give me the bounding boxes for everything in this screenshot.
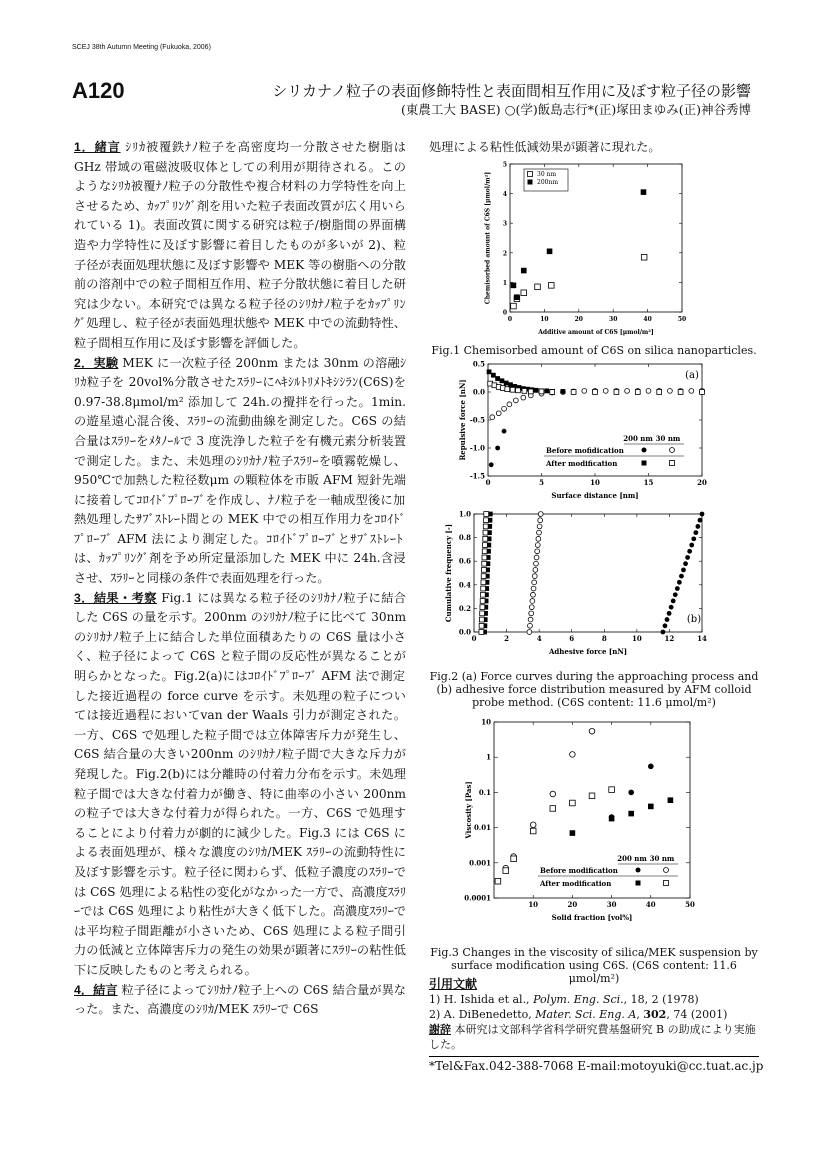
fig3-point (530, 828, 536, 834)
fig2b-point (480, 605, 485, 610)
fig2b-point (681, 567, 686, 572)
fig1-point (511, 283, 517, 289)
y-tick-label: 0.4 (458, 580, 471, 590)
fig3-point (668, 797, 674, 803)
conclusion-text: 粒子径によってｼﾘｶﾅﾉ粒子上への C6S 結合量が異なった。また、高濃度のｼﾘｶ/MEK ｽﾗﾘｰで C6S (74, 982, 406, 1017)
ref2-journal: Mater. Sci. Eng. A (535, 1008, 637, 1021)
fig2a-point (544, 388, 549, 393)
x-tick-label: 0 (471, 634, 477, 643)
fig2b-point (484, 512, 489, 517)
fig2a-point (495, 376, 500, 381)
fig2a-point (678, 390, 683, 395)
fig2a-point (516, 388, 521, 393)
fig2a-point (500, 378, 505, 383)
fig2b-point (534, 561, 539, 566)
ref1-authors: 1) H. Ishida et al., (429, 993, 534, 1006)
results-text: Fig.1 には異なる粒子径のｼﾘｶﾅﾉ粒子に結合した C6S の量を示す。200nm のｼﾘｶﾅﾉ粒子に比べて 30nm のｼﾘｶﾅﾉ粒子上に結合した単位面積あたりの C6S 量は小さく、粒子径によって C6S と粒子間の反応性が異なることが明らかとなった。Fig.2(a)にはｺﾛｲﾄﾞﾌﾟﾛｰﾌﾞ AFM 法で測定した接近過程の force curve を示す。未処理の粒子については接近過程においてvan der Waals 引力が測定された。一方、C6S で処理した粒子間では立体障害斥力が発生し、C6S 結合量の大きい200nm のｼﾘｶﾅﾉ粒子間で大きな斥力が発現した。Fig.2(b)には分離時の付着力分布を示す。未処理粒子間では大きな付着力が働き、特に曲率の小さい 200nm の粒子では大きな付着力が得られた。一方、C6S で処理することにより付着力が劇的に減少した。Fig.3 には C6S による表面処理が、様々な濃度のｼﾘｶ/MEK ｽﾗﾘｰの流動特性に及ぼす影響を示す。粒子径に関わらず、低粒子濃度のｽﾗﾘｰでは C6S 処理による粘性の変化がなかった一方で、高濃度ｽﾗﾘｰでは C6S 処理により粘性が大きく低下した。高濃度ｽﾗﾘｰでは平均粒子間距離が小さいため、C6S 処理による粒子間引力の低減と立体障害斥力の発生の効果が顕著にｽﾗﾘｰの粘性低下に反映したものと考えられる。 (74, 590, 406, 977)
fig2b-point (528, 623, 533, 628)
y-tick-label: 0.0 (458, 627, 471, 637)
x-axis-label: Surface distance [nm] (551, 491, 639, 500)
fig2a-point (700, 390, 705, 395)
fig2a-panel-label: (a) (685, 370, 699, 381)
x-tick-label: 40 (645, 900, 656, 909)
fig2b-point (671, 599, 676, 604)
ack-text: 本研究は文部科学省科学研究費基盤研究 B の助成により実施した。 (429, 1023, 756, 1051)
fig2a-point (522, 388, 527, 393)
fig3-legend-row: Before modification (540, 866, 618, 875)
fig2b-point (483, 530, 488, 535)
fig3-point (609, 816, 615, 822)
fig2b-point (538, 518, 543, 523)
x-tick-label: 0 (485, 478, 491, 487)
fig2b-point (482, 567, 487, 572)
fig2b-point (535, 543, 540, 548)
y-tick-label: 0.5 (472, 359, 485, 369)
fig2b-point (689, 543, 694, 548)
experimental-heading: 2．実験 (74, 355, 119, 370)
fig2a-point (646, 388, 651, 393)
fig2a-point (635, 390, 640, 395)
reference-1 (429, 992, 759, 1007)
fig2a-point (502, 406, 507, 411)
y-axis-label: Viscosity [Pas] (464, 781, 474, 839)
fig2a-legend-col: 200 nm (623, 434, 653, 443)
fig2b-point (482, 561, 487, 566)
y-tick-label: 1 (502, 279, 507, 287)
fig2b-point (532, 580, 537, 585)
contact-info: *Tel&Fax.042-388-7068 E-mail:motoyuki@cc.tuat.ac.jp (429, 1059, 764, 1073)
fig2b-point (535, 549, 540, 554)
y-tick-label: 0.2 (458, 603, 471, 613)
fig2b-point (481, 580, 486, 585)
fig2-caption: Fig.2 (a) Force curves during the approaching process and (b) adhesive force distribution measured by AFM colloid probe method. (C6S content: 11.6 μmol/m²) (429, 670, 759, 709)
y-tick-label: -0.5 (469, 415, 485, 425)
paper-id: A120 (72, 78, 125, 103)
fig2b-point (677, 580, 682, 585)
results-heading: 3．結果・考察 (74, 590, 157, 605)
fig1-point (641, 189, 647, 195)
x-tick-label: 30 (606, 900, 617, 909)
fig2a-point (487, 369, 492, 374)
fig2b-point (537, 524, 542, 529)
fig2a-point (689, 388, 694, 393)
fig2a-point (528, 389, 533, 394)
fig2a-point (505, 387, 510, 392)
fig2b-point (537, 530, 542, 535)
fig1-point (521, 268, 527, 274)
fig2a-point (504, 381, 509, 386)
fig2a-point (508, 382, 513, 387)
x-tick-label: 5 (539, 478, 544, 487)
ref2-details: , 74 (2001) (666, 1008, 728, 1021)
conference-label: SCEJ 38th Autumn Meeting (Fukuoka, 2006) (72, 44, 211, 51)
fig2b-point (483, 543, 488, 548)
fig2b-point (667, 611, 672, 616)
fig2a-point (614, 390, 619, 395)
x-tick-label: 50 (685, 900, 695, 909)
y-tick-label: 0.01 (473, 823, 491, 833)
fig2a-point (571, 390, 576, 395)
y-axis-label: Repulsive force [nN] (458, 379, 468, 461)
fig2b-point (482, 555, 487, 560)
acknowledgement (429, 1022, 759, 1052)
contact-divider (429, 1056, 759, 1057)
fig2b-point (479, 617, 484, 622)
x-axis-label: Additive amount of C6S [μmol/m²] (538, 329, 654, 336)
references-heading: 引用文献 (429, 977, 478, 991)
y-tick-label: 0.0 (472, 387, 485, 397)
fig2a-chart (436, 358, 716, 508)
y-axis-label: Cumulative frequency [-] (444, 523, 454, 623)
fig2b-point (538, 512, 543, 517)
fig3-point (530, 822, 536, 828)
fig3-legend-row: After modification (540, 879, 612, 888)
fig3-point (628, 811, 634, 817)
fig2a-point (625, 388, 630, 393)
fig3-point (589, 793, 595, 799)
fig3-point (648, 804, 654, 810)
x-tick-label: 20 (567, 900, 578, 909)
fig2b-point (531, 592, 536, 597)
fig2a-point (489, 462, 494, 467)
x-tick-label: 20 (574, 316, 583, 323)
fig2b-point (673, 592, 678, 597)
fig2a-legend-marker (670, 448, 675, 453)
fig2b-point (532, 574, 537, 579)
y-tick-label: 0.1 (478, 787, 491, 797)
fig2a-point (550, 390, 555, 395)
fig3-point (550, 791, 556, 797)
y-tick-label: 10 (481, 717, 491, 727)
fig3-chart (436, 716, 716, 940)
fig2b-point (695, 524, 700, 529)
fig1-legend-marker (528, 172, 533, 177)
y-tick-label: 4 (502, 191, 507, 199)
x-tick-label: 8 (601, 634, 607, 643)
fig2a-point (502, 429, 507, 434)
fig3-point (495, 878, 501, 884)
fig2a-point (657, 390, 662, 395)
fig2a-point (603, 388, 608, 393)
fig3-point (609, 787, 615, 793)
fig2b-point (698, 518, 703, 523)
fig1-point (511, 303, 517, 309)
fig3-point (570, 800, 576, 806)
fig2a-point (593, 390, 598, 395)
intro-heading: 1．緒言 (74, 140, 121, 154)
experimental-text: MEK に一次粒子径 200nm または 30nm の溶融ｼﾘｶ粒子を 20vol%分散させたｽﾗﾘｰにﾍｷｼﾙﾄﾘﾒﾄｷｼｼﾗﾝ(C6S)を 0.97-38.8μmol/m² 添加して 24h.の攪拌を行った。1min.の遊星遠心混合後、ｽﾗﾘｰの流動曲線を測定した。C6S の結合量はｽﾗﾘｰをﾒﾀﾉｰﾙで 3 度洗浄した粒子を有機元素分析装置で測定した。また、未処理のｼﾘｶﾅﾉ粒子ｽﾗﾘｰを噴霧乾燥し、950℃で加熱した粒径数μm の顆粒体を市販 AFM 短針先端に接着してｺﾛｲﾄﾞﾌﾟﾛｰﾌﾞを作成し、ﾅﾉ粒子を一軸成型後に加熱処理したｻﾌﾞｽﾄﾚｰﾄ間との MEK 中での相互作用力をｺﾛｲﾄﾞﾌﾟﾛｰﾌﾞ AFM 法により測定した。ｺﾛｲﾄﾞﾌﾟﾛｰﾌﾞとｻﾌﾞｽﾄﾚｰﾄは、ｶｯﾌﾟﾘﾝｸﾞ剤を予め所定量添加した MEK 中に 24h.含浸させ、ｽﾗﾘｰと同様の条件で表面処理を行った。 (74, 355, 406, 586)
fig2a-legend-marker (670, 461, 675, 466)
fig2b-point (528, 617, 533, 622)
y-tick-label: 0.6 (458, 556, 471, 566)
conclusion-continued: 処理による粘性低減効果が顕著に現れた。 (429, 140, 661, 154)
x-tick-label: 30 (609, 316, 618, 323)
fig3-point (550, 806, 556, 812)
fig2b-point (483, 536, 488, 541)
fig2b-point (536, 536, 541, 541)
reference-2: 2) A. DiBenedetto, Mater. Sci. Eng. A, 302, 74 (2001) (429, 1008, 728, 1021)
intro-paragraph (74, 138, 406, 354)
fig2b-panel-label: (b) (686, 614, 702, 625)
fig1-point (521, 290, 527, 296)
fig2b-point (700, 512, 705, 517)
x-tick-label: 10 (528, 900, 539, 909)
y-tick-label: 5 (502, 161, 507, 169)
conclusion-paragraph (74, 981, 406, 1020)
x-tick-label: 15 (643, 478, 654, 487)
fig2b-point (533, 567, 538, 572)
fig2b-point (691, 536, 696, 541)
fig1-point (514, 294, 520, 300)
fig2b-point (483, 524, 488, 529)
fig2b-point (481, 574, 486, 579)
fig2a-point (534, 388, 539, 393)
fig2b-point (687, 549, 692, 554)
x-tick-label: 20 (697, 478, 707, 487)
fig2a-legend-row: After modification (546, 459, 618, 468)
fig2b-point (484, 518, 489, 523)
fig2b-point (531, 586, 536, 591)
x-axis-label: Solid fraction [vol%] (551, 913, 633, 922)
ref2-volume: 302 (643, 1008, 667, 1021)
x-tick-label: 4 (536, 634, 542, 643)
fig2b-point (669, 605, 674, 610)
fig2a-point (491, 373, 496, 378)
fig3-legend-col: 30 nm (649, 854, 675, 863)
y-tick-label: -1.0 (469, 443, 485, 453)
fig2b-point (529, 605, 534, 610)
fig2a-point (496, 411, 501, 416)
fig3-legend-marker (664, 881, 669, 886)
fig2b-point (661, 630, 666, 635)
fig2a-point (495, 446, 500, 451)
fig2b-point (530, 599, 535, 604)
fig1-caption: Fig.1 Chemisorbed amount of C6S on silica nanoparticles. (431, 344, 757, 357)
paper-authors: (東農工大 BASE) ○(学)飯島志行*(正)塚田まゆみ(正)神谷秀博 (400, 102, 751, 117)
fig1-legend-label: 30 nm (537, 171, 557, 178)
fig2b-point (480, 611, 485, 616)
fig2b-point (663, 623, 668, 628)
fig3-legend-marker (664, 868, 669, 873)
results-paragraph (74, 589, 406, 981)
left-column (74, 138, 406, 1020)
y-tick-label: 1.0 (458, 509, 471, 519)
fig2b-point (675, 586, 680, 591)
fig2a-point (521, 395, 526, 400)
fig3-caption: Fig.3 Changes in the viscosity of silica/MEK suspension by surface modification using C6S. (C6S content: 11.6 μmol/m²) (430, 946, 758, 985)
fig2a-point (668, 388, 673, 393)
fig2b-point (480, 599, 485, 604)
fig3-point (628, 790, 634, 796)
fig3-point (511, 856, 517, 862)
fig2b-point (482, 549, 487, 554)
ref1-journal: Polym. Eng. Sci. (533, 993, 624, 1006)
references-block (429, 977, 759, 1052)
y-tick-label: -1.5 (469, 471, 485, 481)
fig3-point (503, 868, 509, 874)
fig2a-point (507, 402, 512, 407)
fig1-legend-marker (528, 180, 533, 185)
fig2b-point (479, 630, 484, 635)
fig1-point (548, 283, 554, 289)
fig1-chart (436, 158, 696, 346)
fig2b-point (679, 574, 684, 579)
fig3-point (589, 728, 595, 734)
x-tick-label: 14 (697, 634, 707, 643)
ref2-authors: 2) A. DiBenedetto, (429, 1008, 536, 1021)
fig2a-point (539, 389, 544, 394)
fig2b-point (665, 617, 670, 622)
fig3-legend-marker (636, 868, 641, 873)
x-tick-label: 10 (590, 478, 600, 487)
fig2b-chart (426, 508, 716, 670)
y-axis-label: Chemisorbed amount of C6S [μmol/m²] (484, 171, 492, 305)
y-tick-label: 3 (502, 220, 507, 228)
fig2a-point (510, 387, 515, 392)
fig1-legend-label: 200nm (537, 179, 559, 186)
fig2b-point (685, 555, 690, 560)
fig2b-point (529, 611, 534, 616)
fig1-point (547, 249, 553, 255)
x-tick-label: 10 (631, 634, 642, 643)
fig2b-point (527, 630, 532, 635)
fig3-legend-col: 200 nm (617, 854, 647, 863)
x-tick-label: 6 (569, 634, 575, 643)
ref1-details: , 18, 2 (1978) (623, 993, 699, 1006)
x-tick-label: 10 (540, 316, 549, 323)
fig2b-point (534, 555, 539, 560)
fig2a-point (561, 389, 566, 394)
x-axis-label: Adhesive force [nN] (548, 647, 628, 656)
x-tick-label: 0 (507, 316, 513, 323)
y-tick-label: 0.0001 (464, 893, 491, 903)
fig1-point (641, 254, 647, 260)
fig2a-legend-marker (642, 461, 647, 466)
fig2a-legend-row: Before mofidication (546, 446, 624, 455)
fig2b-point (683, 561, 688, 566)
conclusion-heading: 4．結言 (74, 982, 118, 997)
x-tick-label: 2 (504, 634, 510, 643)
x-tick-label: 40 (643, 316, 652, 323)
fig2b-point (479, 623, 484, 628)
x-tick-label: 12 (664, 634, 675, 643)
fig1-point (535, 284, 541, 290)
intro-text: ｼﾘｶ被覆鉄ﾅﾉ粒子を高密度均一分散させた樹脂は GHz 帯域の電磁波吸収体としての利用が期待される。このようなｼﾘｶ被覆ﾅﾉ粒子の分散性や複合材料の力学特性を向上させるため、ｶｯﾌﾟﾘﾝｸﾞ剤を用いた粒子表面改質が広く用いられている 1)。表面改質に関する研究は粒子/樹脂間の界面構造や力学特性に及ぼす影響に着目したものが多いが 2)、粒子径が表面処理状態に及ぼす影響や MEK 等の樹脂への分散前の溶剤中での粒子間相互作用、粒子分散状態に着目した研究は少ない。本研究では異なる粒子径のｼﾘｶﾅﾉ粒子をｶｯﾌﾟﾘﾝｸﾞ処理し、粒子径が表面処理状態や MEK 中での流動特性、粒子間相互作用に及ぼす影響を評価した。 (74, 140, 406, 350)
y-tick-label: 2 (502, 250, 507, 258)
y-tick-label: 0.8 (458, 533, 471, 543)
x-tick-label: 50 (677, 316, 687, 323)
fig2b-point (693, 530, 698, 535)
fig3-point (570, 752, 576, 758)
fig2a-legend-col: 30 nm (655, 434, 681, 443)
fig2a-legend-marker (642, 448, 647, 453)
experimental-paragraph (74, 354, 406, 589)
paper-title: シリカナノ粒子の表面修飾特性と表面間相互作用に及ぼす粒子径の影響 (272, 82, 751, 100)
fig3-point (570, 830, 576, 836)
fig2a-point (582, 388, 587, 393)
fig2b-point (480, 592, 485, 597)
y-tick-label: 1 (486, 752, 491, 762)
fig3-legend-marker (636, 881, 641, 886)
fig3-point (648, 764, 654, 770)
ack-heading: 謝辞 (429, 1023, 451, 1036)
fig2a-point (490, 415, 495, 420)
y-tick-label: 0 (502, 309, 507, 317)
fig2b-point (481, 586, 486, 591)
y-tick-label: 0.001 (469, 858, 491, 868)
fig2a-point (513, 398, 518, 403)
